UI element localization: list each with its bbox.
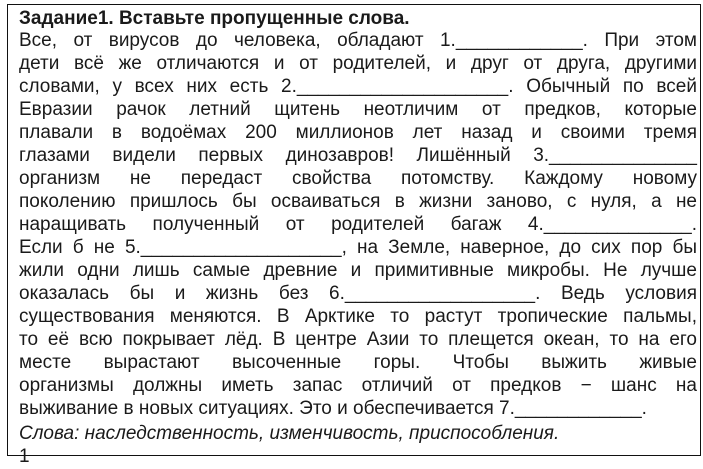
text-line-4: Евразии рачок летний щитень неотличим от предков, которые <box>19 99 697 120</box>
text-line-11: жили одни лишь самые древние и примитивные микробы. Не лучше <box>19 260 697 281</box>
task-title: Задание1. Вставьте пропущенные слова. <box>19 8 410 29</box>
text-line-14: то её всю покрывает лёд. В центре Азии то плещется океан, то на его <box>19 329 697 350</box>
text-line-1: Все, от вирусов до человека, обладают 1.____________. При этом <box>19 30 697 51</box>
text-line-10: Если б не 5.___________________, на Земле, наверное, до сих пор бы <box>19 237 697 258</box>
text-line-12: оказалась бы и жизнь без 6.__________________. Ведь условия <box>19 283 697 304</box>
text-line-17: выживание в новых ситуациях. Это и обеспечивается 7.____________. <box>19 398 647 419</box>
text-line-7: организм не передаст свойства потомству. Каждому новому <box>19 168 697 189</box>
text-line-8: поколению пришлось бы осваиваться в жизни заново, с нуля, а не <box>19 191 697 212</box>
text-line-6: глазами видели первых динозавров! Лишённый 3.______________ <box>19 145 697 166</box>
text-line-9: наращивать полученный от родителей багаж 4.______________. <box>19 214 697 235</box>
text-line-5: плавали в водоёмах 200 миллионов лет назад и своими тремя <box>19 122 697 143</box>
text-line-2: дети всё же отличаются и от родителей, и друг от друга, другими <box>19 53 697 74</box>
text-line-3: словами, у всех них есть 2.____________________. Обычный по всей <box>19 76 697 97</box>
text-line-13: существования меняются. В Арктике то растут тропические пальмы, <box>19 306 697 327</box>
answer-line: 1 <box>19 446 30 467</box>
words-line: Слова: наследственность, изменчивость, приспособления. <box>19 423 560 444</box>
task-frame <box>7 4 701 467</box>
text-line-16: организмы должны иметь запас отличий от предков − шанс на <box>19 375 697 396</box>
text-line-15: месте вырастают высоченные горы. Чтобы выжить живые <box>19 352 697 373</box>
